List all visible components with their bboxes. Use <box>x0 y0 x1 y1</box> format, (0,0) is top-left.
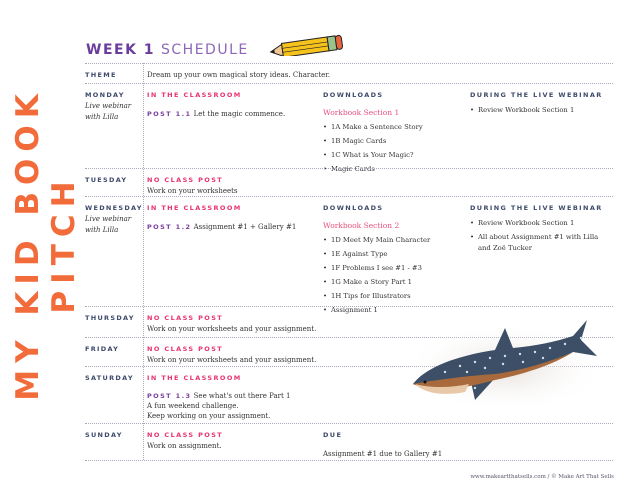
day-subtitle: Live webinar with Lilla <box>85 102 132 121</box>
day-subtitle: Live webinar with Lilla <box>85 215 132 234</box>
theme-label: THEME <box>85 71 117 79</box>
section-heading: NO CLASS POST <box>147 314 224 322</box>
day-label: SATURDAY <box>85 374 134 382</box>
day-label: MONDAY Live webinar with Lilla <box>85 91 143 123</box>
table-bottom-border <box>85 460 613 461</box>
post-label: POST 1.2 <box>147 223 192 231</box>
row-text: Work on your worksheets and your assignment. <box>147 356 317 364</box>
post-text: Assignment #1 + Gallery #1 <box>193 223 297 231</box>
workbook-link[interactable]: Workbook Section 2 <box>323 221 400 230</box>
section-heading: NO CLASS POST <box>147 176 224 184</box>
row-text: Work on your worksheets and your assignment. <box>147 325 317 333</box>
side-title: MY KID BOOK PITCH <box>10 87 82 401</box>
whale-shark-image <box>405 318 605 413</box>
list-item: • 1D Meet My Main Character <box>331 235 430 246</box>
list-item: • 1H Tips for Illustrators <box>331 291 430 302</box>
tuesday-row <box>85 168 613 197</box>
list-item: • Magic Cards <box>331 164 423 175</box>
theme-text: Dream up your own magical story ideas. Character. <box>147 71 331 79</box>
downloads-heading: DOWNLOADS <box>323 91 384 99</box>
due-text: Assignment #1 due to Gallery #1 <box>323 450 443 458</box>
list-item: • 1B Magic Cards <box>331 136 423 147</box>
schedule-label: SCHEDULE <box>161 42 249 58</box>
row-text: Work on your worksheets <box>147 187 238 195</box>
page-title <box>86 42 249 58</box>
workbook-link[interactable]: Workbook Section 1 <box>323 108 400 117</box>
day-label: TUESDAY <box>85 176 128 184</box>
post-label: POST 1.1 <box>147 110 192 118</box>
footer-credit: www.makeartthatsells.com / © Make Art That Sells <box>470 474 614 480</box>
wednesday-row <box>85 196 613 314</box>
monday-row <box>85 83 613 173</box>
list-item: • All about Assignment #1 with Lilla and Zoë Tucker <box>478 232 608 254</box>
post-text: Let the magic commence. <box>193 110 286 118</box>
section-heading: IN THE CLASSROOM <box>147 374 242 382</box>
list-item: • 1A Make a Sentence Story <box>331 122 423 133</box>
day-label: WEDNESDAY Live webinar with Lilla <box>85 204 143 234</box>
list-item: • Assignment 1 <box>331 305 430 316</box>
list-item: • Review Workbook Section 1 <box>478 218 608 229</box>
pencil-icon <box>268 34 344 56</box>
row-text: A fun weekend challenge. <box>147 402 239 410</box>
week-label: WEEK 1 <box>86 42 156 58</box>
day-label: THURSDAY <box>85 314 135 322</box>
downloads-heading: DOWNLOADS <box>323 204 384 212</box>
day-label: FRIDAY <box>85 345 120 353</box>
list-item: • 1C What is Your Magic? <box>331 150 423 161</box>
webinar-heading: DURING THE LIVE WEBINAR <box>470 91 603 99</box>
row-text: Work on assignment. <box>147 442 222 450</box>
list-item: • 1G Make a Story Part 1 <box>331 277 430 288</box>
section-heading: NO CLASS POST <box>147 431 224 439</box>
section-heading: IN THE CLASSROOM <box>147 91 242 99</box>
post-text: See what's out there Part 1 <box>193 392 291 400</box>
webinar-heading: DURING THE LIVE WEBINAR <box>470 204 603 212</box>
theme-row <box>85 63 613 84</box>
list-item: • 1E Against Type <box>331 249 430 260</box>
row-text: Keep working on your assignment. <box>147 412 271 420</box>
day-label: SUNDAY <box>85 431 123 439</box>
section-heading: NO CLASS POST <box>147 345 224 353</box>
list-item: • Review Workbook Section 1 <box>478 105 603 116</box>
due-heading: DUE <box>323 431 343 439</box>
list-item: • 1F Problems I see #1 - #3 <box>331 263 430 274</box>
sunday-row <box>85 423 613 461</box>
post-label: POST 1.3 <box>147 392 192 400</box>
section-heading: IN THE CLASSROOM <box>147 204 242 212</box>
